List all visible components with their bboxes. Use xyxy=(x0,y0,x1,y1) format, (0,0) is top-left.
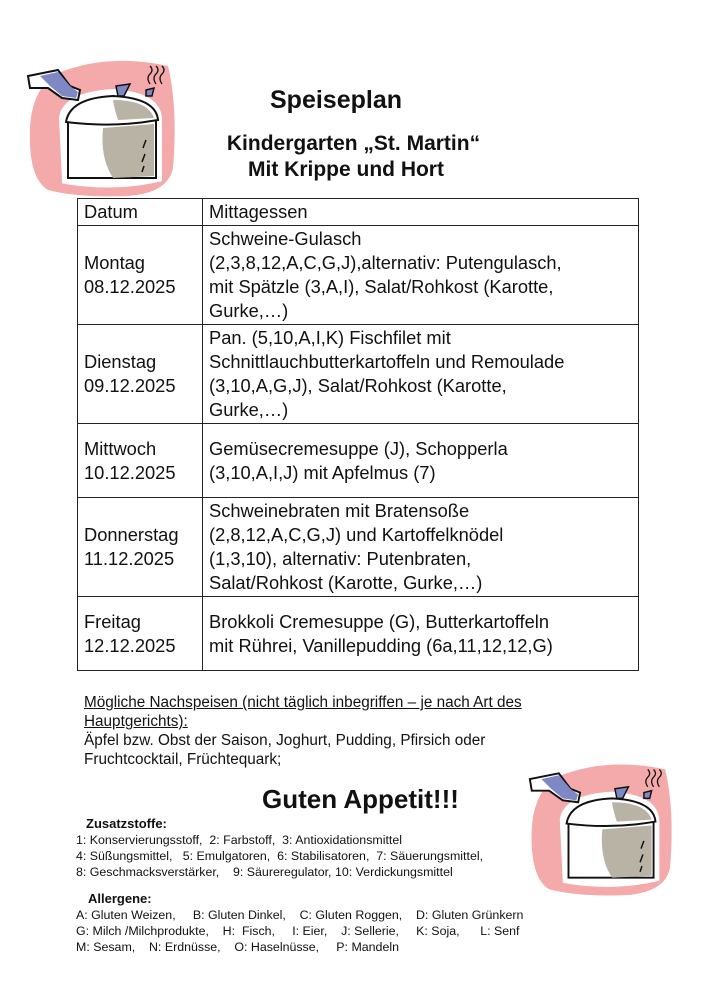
meal-line: (2,8,12,A,C,G,J) und Kartoffelknödel xyxy=(209,524,504,545)
menu-table xyxy=(77,198,639,671)
allergens-line: G: Milch /Milchprodukte, H: Fisch, I: Eier, J: Sellerie, K: Soja, L: Senf xyxy=(76,924,520,938)
cooking-pot-illustration-bottom xyxy=(520,752,675,897)
meal-line: (2,3,8,12,A,C,G,J),alternativ: Putengulasch, xyxy=(209,252,562,273)
desserts-section xyxy=(84,693,584,769)
table-row xyxy=(78,424,639,498)
date: 09.12.2025 xyxy=(84,375,176,396)
weekday: Donnerstag xyxy=(84,524,179,545)
meal-line: Gurke,…) xyxy=(209,399,289,420)
allergens-line: M: Sesam, N: Erdnüsse, O: Haselnüsse, P: Mandeln xyxy=(76,940,399,954)
additives-line: 1: Konservierungsstoff, 2: Farbstoff, 3: Antioxidationsmittel xyxy=(76,833,402,847)
header-datum: Datum xyxy=(78,199,203,226)
weekday: Mittwoch xyxy=(84,437,157,459)
meal-line: mit Rührei, Vanillepudding (6a,11,12,12,G) xyxy=(209,634,553,656)
meal-line: Schweinebraten mit Bratensoße xyxy=(209,500,470,521)
subtitle-kindergarten: Kindergarten „St. Martin“ xyxy=(226,132,481,155)
date: 12.12.2025 xyxy=(84,634,176,656)
additives-line: 4: Süßungsmittel, 5: Emulgatoren, 6: Stabilisatoren, 7: Säuerungsmittel, xyxy=(76,849,484,863)
meal-cell xyxy=(203,498,639,597)
meal-line: (3,10,A,I,J) mit Apfelmus (7) xyxy=(209,461,436,483)
meal-line: mit Spätzle (3,A,I), Salat/Rohkost (Karotte, xyxy=(209,276,554,297)
date-cell xyxy=(78,424,203,498)
meal-line: Pan. (5,10,A,I,K) Fischfilet mit xyxy=(209,327,451,348)
date: 08.12.2025 xyxy=(84,276,176,297)
meal-line: (1,3,10), alternativ: Putenbraten, xyxy=(209,548,472,569)
table-row xyxy=(78,226,639,325)
meal-line: Salat/Rohkost (Karotte, Gurke,…) xyxy=(209,572,483,593)
page-title: Speiseplan xyxy=(270,86,402,114)
meal-cell xyxy=(203,597,639,671)
weekday: Montag xyxy=(84,252,145,273)
allergens-heading: Allergene: xyxy=(88,891,152,906)
additives-section xyxy=(76,816,483,880)
desserts-heading: Mögliche Nachspeisen (nicht täglich inbegriffen – je nach Art des xyxy=(84,694,522,711)
table-header-row xyxy=(78,199,639,226)
date: 10.12.2025 xyxy=(84,461,176,483)
date-cell xyxy=(78,498,203,597)
meal-cell xyxy=(203,424,639,498)
closing-greeting: Guten Appetit!!! xyxy=(262,784,459,814)
meal-line: (3,10,A,G,J), Salat/Rohkost (Karotte, xyxy=(209,375,507,396)
weekday: Dienstag xyxy=(84,351,157,372)
meal-cell xyxy=(203,226,639,325)
table-row xyxy=(78,325,639,424)
desserts-text-cont: Fruchtcocktail, Früchtequark; xyxy=(84,751,282,768)
table-row xyxy=(78,498,639,597)
allergens-line: A: Gluten Weizen, B: Gluten Dinkel, C: Gluten Roggen, D: Gluten Grünkern xyxy=(76,908,524,922)
desserts-text: Äpfel bzw. Obst der Saison, Joghurt, Pudding, Pfirsich oder xyxy=(84,732,486,749)
table-row xyxy=(78,597,639,671)
meal-line: Brokkoli Cremesuppe (G), Butterkartoffeln xyxy=(209,610,550,632)
additives-line: 8: Geschmacksverstärker, 9: Säureregulator, 10: Verdickungsmittel xyxy=(76,865,453,879)
desserts-heading-cont: Hauptgerichts): xyxy=(84,713,188,730)
additives-heading: Zusatzstoffe: xyxy=(86,816,167,831)
date-cell xyxy=(78,226,203,325)
date-cell xyxy=(78,597,203,671)
meal-line: Schweine-Gulasch xyxy=(209,228,362,249)
weekday: Freitag xyxy=(84,610,141,632)
meal-cell xyxy=(203,325,639,424)
subtitle-krippe-hort: Mit Krippe und Hort xyxy=(248,158,444,181)
meal-line: Gurke,…) xyxy=(209,300,289,321)
date-cell xyxy=(78,325,203,424)
allergens-section xyxy=(76,891,523,955)
meal-line: Gemüsecremesuppe (J), Schopperla xyxy=(209,437,508,459)
date: 11.12.2025 xyxy=(84,548,175,569)
header-mittagessen: Mittagessen xyxy=(203,199,639,226)
meal-line: Schnittlauchbutterkartoffeln und Remoulade xyxy=(209,351,565,372)
